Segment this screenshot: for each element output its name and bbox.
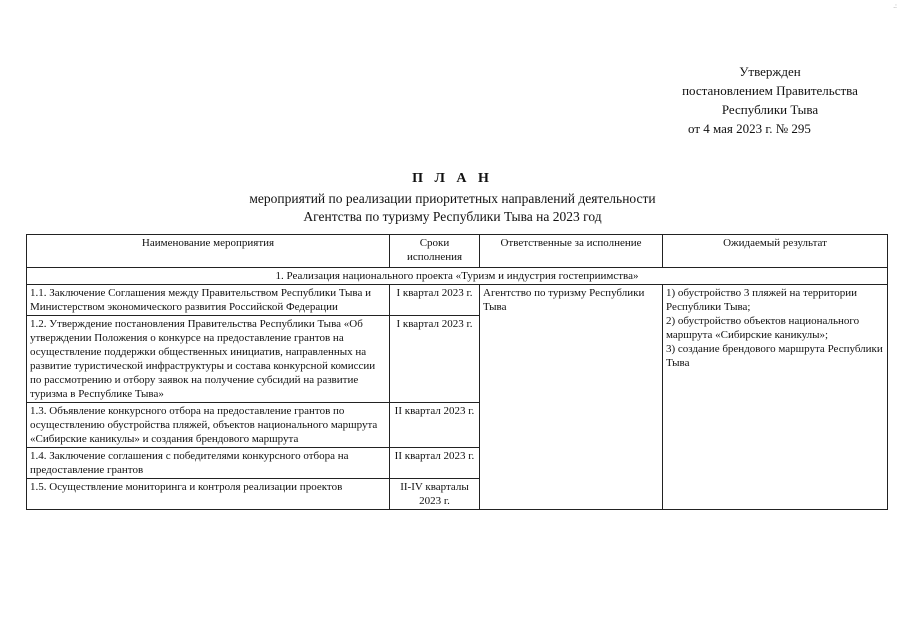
result-item: 2) обустройство объектов национального маршрута «Сибирские каникулы»;	[666, 315, 860, 341]
event-term: II квартал 2023 г.	[390, 403, 480, 448]
table-row	[27, 285, 888, 316]
event-term: II-IV кварталы 2023 г.	[390, 479, 480, 510]
event-name: 1.2. Утверждение постановления Правительства Республики Тыва «Об утверждении Положения о конкурсе на предоставление грантов на осуществление поддержки общественных инициатив, направленных на развитие туристической инфраструктуры и состава конкурсной комиссии по рассмотрению и отбору заявок на получение субсидий на развитие туризма в Республике Тыва»	[27, 316, 390, 403]
approval-line: постановлением Правительства	[682, 83, 858, 98]
section-title: 1. Реализация национального проекта «Туризм и индустрия гостеприимства»	[27, 268, 888, 285]
approval-date: от 4 мая 2023 г. № 295	[688, 121, 811, 136]
result-cell	[663, 285, 888, 510]
title-line: Агентства по туризму Республики Тыва на 2023 год	[303, 209, 602, 224]
approval-line: Утвержден	[739, 64, 801, 79]
event-term: I квартал 2023 г.	[390, 285, 480, 316]
event-term: II квартал 2023 г.	[390, 448, 480, 479]
plan-heading: П Л А Н	[412, 171, 493, 186]
event-name: 1.4. Заключение соглашения с победителями конкурсного отбора на предоставление грантов	[27, 448, 390, 479]
approval-stamp	[640, 62, 900, 138]
plan-table	[26, 234, 888, 510]
scan-mark: .:	[893, 2, 897, 10]
header-result: Ожидаемый результат	[663, 235, 888, 268]
document-title	[0, 170, 905, 226]
table-header-row	[27, 235, 888, 268]
event-name: 1.3. Объявление конкурсного отбора на предоставление грантов по осуществлению обустройства пляжей, объектов национального маршрута «Сибирские каникулы» и создания брендового маршрута	[27, 403, 390, 448]
header-name: Наименование мероприятия	[27, 235, 390, 268]
header-responsible: Ответственные за исполнение	[480, 235, 663, 268]
result-item: 1) обустройство 3 пляжей на территории Республики Тыва;	[666, 287, 858, 313]
approval-line: Республики Тыва	[721, 102, 819, 117]
event-term: I квартал 2023 г.	[390, 316, 480, 403]
event-name: 1.5. Осуществление мониторинга и контроля реализации проектов	[27, 479, 390, 510]
event-name: 1.1. Заключение Соглашения между Правительством Республики Тыва и Министерством экономического развития Российской Федерации	[27, 285, 390, 316]
result-item: 3) создание брендового маршрута Республики Тыва	[666, 343, 883, 369]
section-row	[27, 268, 888, 285]
title-line: мероприятий по реализации приоритетных направлений деятельности	[249, 191, 656, 206]
responsible-cell: Агентство по туризму Республики Тыва	[480, 285, 663, 510]
header-term: Сроки исполнения	[390, 235, 480, 268]
